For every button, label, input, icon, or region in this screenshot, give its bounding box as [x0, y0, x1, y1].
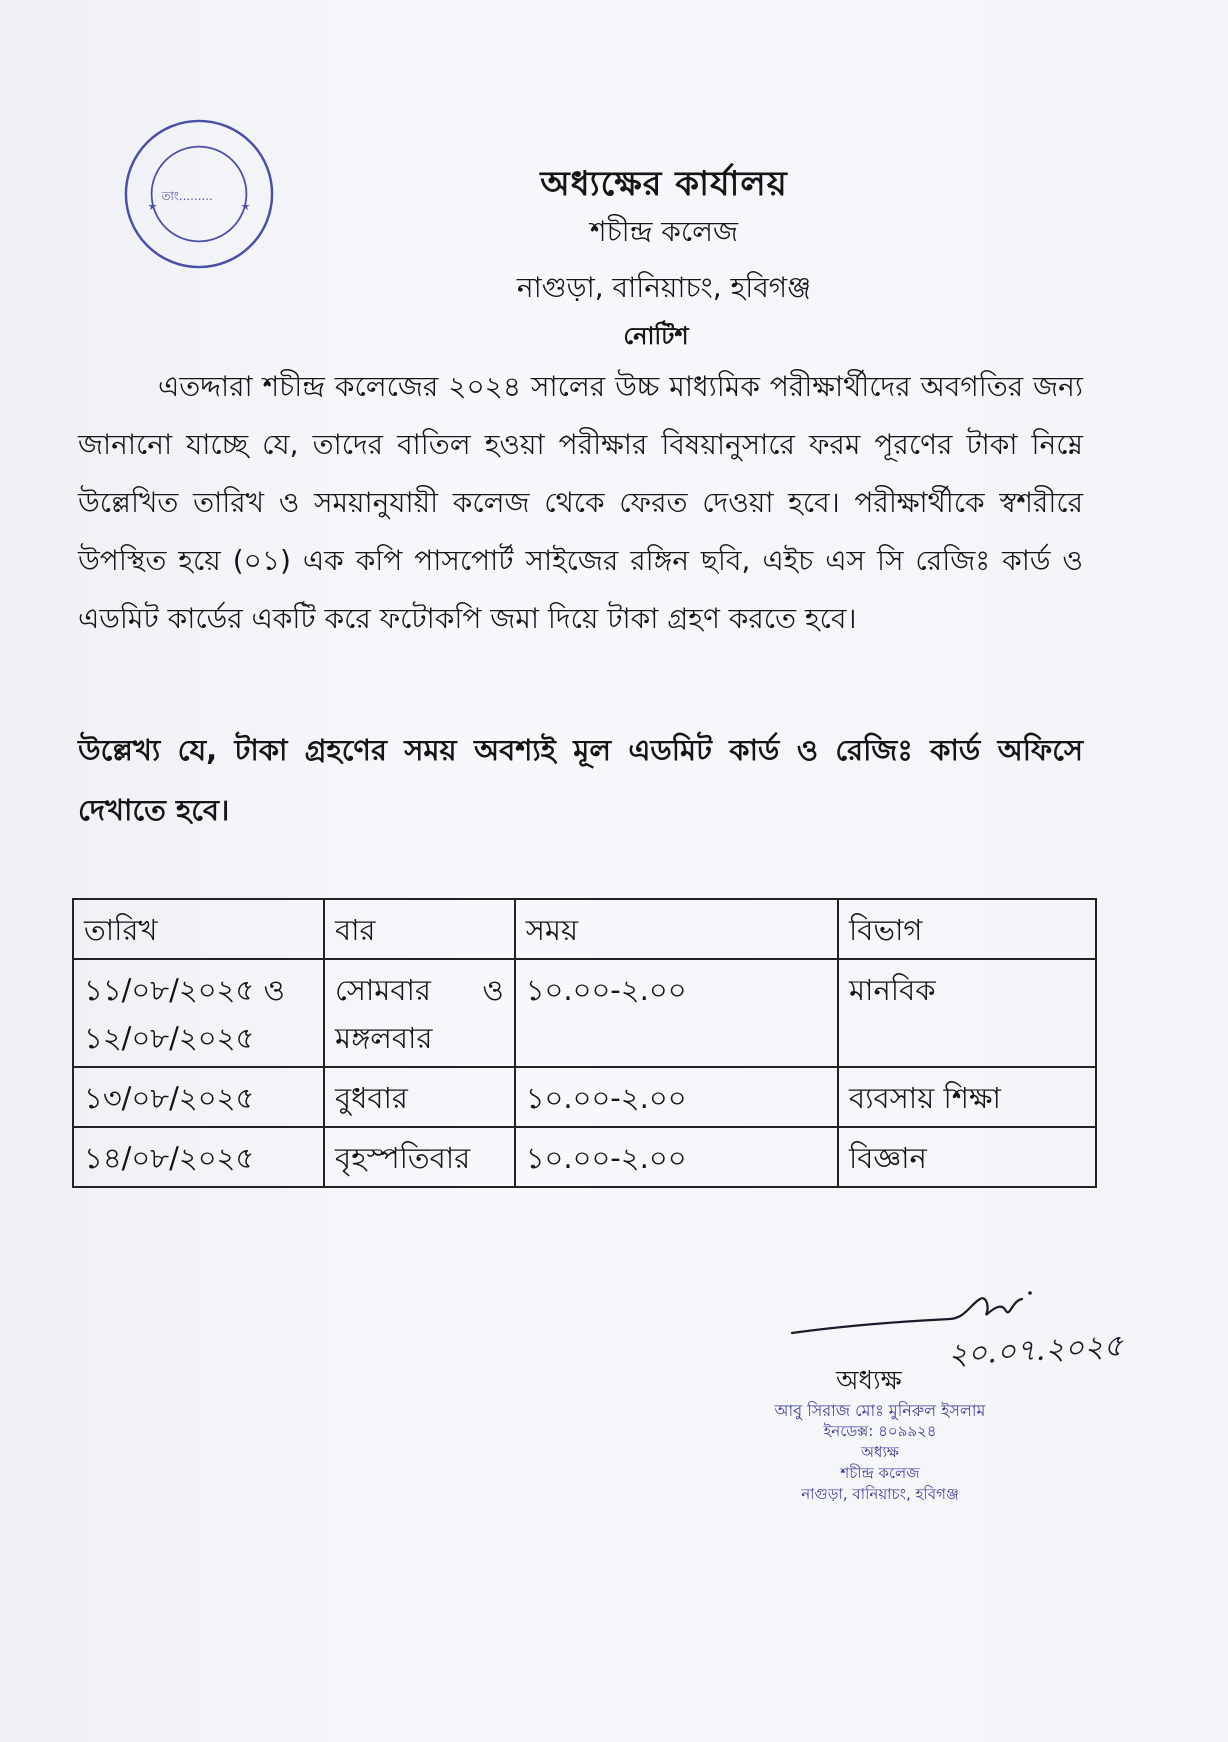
svg-text:★: ★	[240, 199, 251, 213]
row-day	[324, 959, 515, 1067]
day-line: মঙ্গলবার	[334, 1021, 433, 1055]
header-department: বিভাগ	[838, 899, 1096, 959]
notice-label: নোটিশ	[623, 322, 689, 350]
stamp-college: শচীন্দ্র কলেজ	[840, 1464, 920, 1482]
row-date	[73, 959, 324, 1067]
principal-stamp	[730, 1400, 1030, 1505]
row-day: বুধবার	[324, 1067, 515, 1127]
date-line: ১২/০৮/২০২৫	[84, 1021, 255, 1055]
row-time: ১০.০০-২.০০	[515, 1127, 838, 1187]
row-department: ব্যবসায় শিক্ষা	[838, 1067, 1096, 1127]
header-time: সময়	[515, 899, 838, 959]
row-department: বিজ্ঞান	[838, 1127, 1096, 1187]
college-address: নাগুড়া, বানিয়াচং, হবিগঞ্জ	[516, 271, 812, 304]
stamp-designation: অধ্যক্ষ	[861, 1443, 899, 1461]
svg-text:তাং.........: তাং.........	[161, 188, 213, 203]
table-row	[73, 1127, 1096, 1187]
signatory-title: অধ্যক্ষ	[836, 1366, 902, 1396]
notice-paragraph: এতদ্দারা শচীন্দ্র কলেজের ২০২৪ সালের উচ্চ মাধ্যমিক পরীক্ষার্থীদের অবগতির জন্য জানানো যাচ্ছে যে, তাদের বাতিল হওয়া পরীক্ষার বিষয়ানুসারে ফরম পূরণের টাকা নিম্নে উল্লেখিত তারিখ ও সময়ানুযায়ী কলেজ থেকে ফেরত দেওয়া হবে। পরীক্ষার্থীকে স্বশরীরে উপস্থিত হয়ে (০১) এক কপি পাসপোর্ট সাইজের রঙ্গিন ছবি, এইচ এস সি রেজিঃ কার্ড ও এডমিট কার্ডের একটি করে ফটোকপি জমা দিয়ে টাকা গ্রহণ করতে হবে।	[78, 370, 1083, 635]
stamp-name: আবু সিরাজ মোঃ মুনিরুল ইসলাম	[774, 1401, 986, 1420]
table-row	[73, 1067, 1096, 1127]
row-date: ১৩/০৮/২০২৫	[73, 1067, 324, 1127]
row-day: বৃহস্পতিবার	[324, 1127, 515, 1187]
refund-schedule-table	[72, 898, 1097, 1188]
stamp-index: ইনডেক্স: ৪০৯৯২৪	[823, 1422, 937, 1440]
date-line: ১১/০৮/২০২৫ ও	[84, 973, 285, 1007]
important-note: উল্লেখ্য যে, টাকা গ্রহণের সময় অবশ্যই মূল এডমিট কার্ড ও রেজিঃ কার্ড অফিসে দেখাতে হবে।	[78, 733, 1083, 827]
table-header-row	[73, 899, 1096, 959]
day-line: সোমবার ও	[334, 973, 504, 1007]
office-title: অধ্যক্ষের কার্যালয়	[540, 164, 788, 204]
signature-date: ২০.০৭.২০২৫	[947, 1328, 1124, 1373]
header-day: বার	[324, 899, 515, 959]
header-date: তারিখ	[73, 899, 324, 959]
table-row	[73, 959, 1096, 1067]
row-time: ১০.০০-২.০০	[515, 1067, 838, 1127]
row-date: ১৪/০৮/২০২৫	[73, 1127, 324, 1187]
college-name: শচীন্দ্র কলেজ	[590, 215, 738, 248]
row-time: ১০.০০-২.০০	[515, 959, 838, 1067]
svg-text:★: ★	[147, 199, 158, 213]
stamp-address: নাগুড়া, বানিয়াচং, হবিগঞ্জ	[801, 1485, 959, 1503]
row-department: মানবিক	[838, 959, 1096, 1067]
